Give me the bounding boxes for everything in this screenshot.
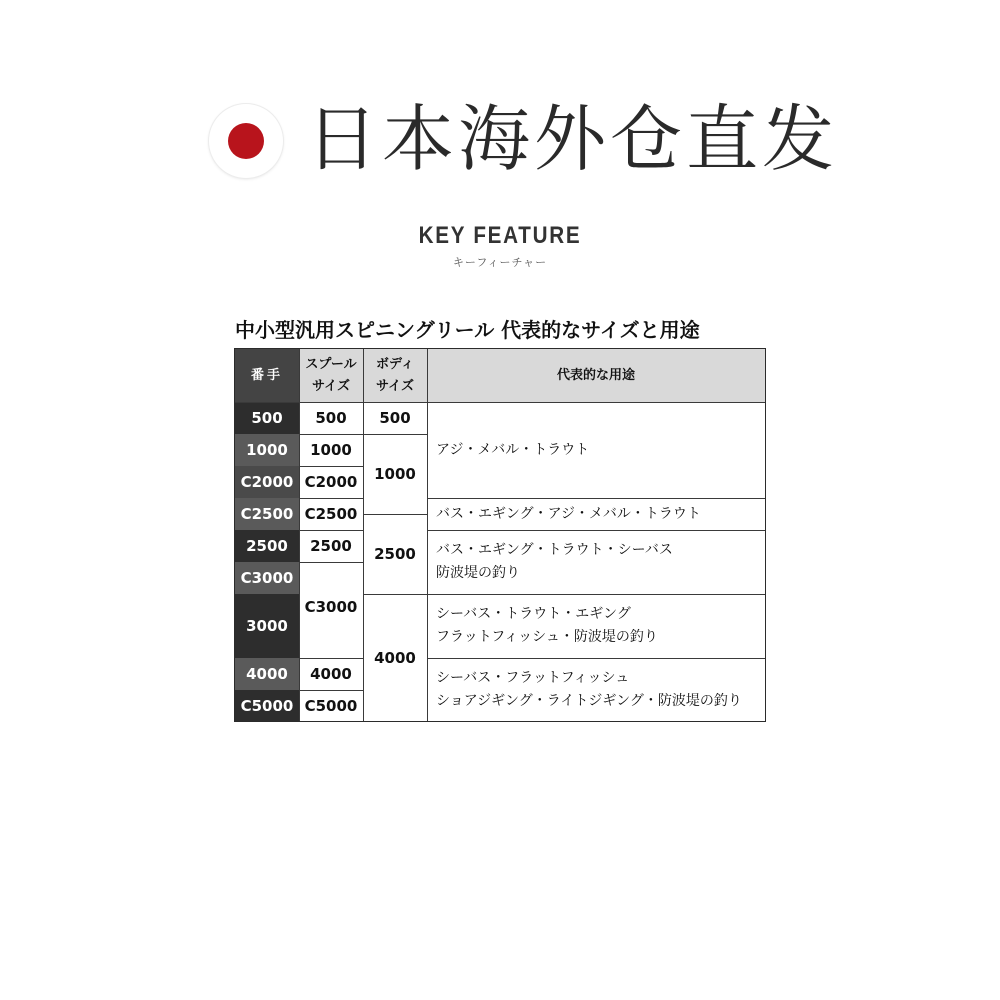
body-cell: 1000 (374, 465, 416, 483)
row-divider (299, 562, 363, 563)
header-body-line2: サイズ (376, 378, 414, 394)
body-cell: 4000 (374, 648, 416, 667)
row-divider (427, 594, 765, 595)
header-divider (235, 402, 765, 403)
number-cell: 4000 (235, 658, 299, 690)
japan-flag-icon (209, 104, 283, 178)
column-divider (363, 349, 364, 721)
header-spool-line1: スプール (305, 356, 357, 372)
usage-line: シーバス・トラウト・エギング (436, 606, 631, 622)
spool-cell: 1000 (310, 441, 352, 459)
row-divider (427, 498, 765, 499)
usage-line: バス・エギング・トラウト・シーバス (436, 542, 673, 558)
column-divider (299, 349, 300, 721)
row-divider (299, 690, 363, 691)
row-divider (363, 514, 427, 515)
key-feature-title: KEY FEATURE (418, 222, 582, 249)
spool-cell: C2000 (304, 473, 358, 491)
usage-cell (427, 530, 765, 594)
usage-line: アジ・メバル・トラウト (436, 441, 590, 458)
number-cell: C2000 (235, 466, 299, 498)
usage-line: シーバス・フラットフィッシュ (436, 669, 630, 686)
key-feature-subtitle: キーフィーチャー (452, 256, 548, 269)
usage-line: フラットフィッシュ・防波堤の釣り (436, 629, 658, 645)
row-divider (299, 498, 363, 499)
size-usage-table (234, 348, 766, 722)
header-spool-size (299, 349, 363, 402)
number-cell: C2500 (235, 498, 299, 530)
spool-cell: C5000 (304, 696, 358, 715)
table-title: 中小型汎用スピニングリール 代表的なサイズと用途 (235, 318, 700, 342)
header-usage: 代表的な用途 (427, 349, 765, 402)
row-divider (299, 434, 363, 435)
body-cell: 2500 (374, 545, 416, 563)
red-sun-icon (228, 123, 264, 159)
number-cell: 3000 (235, 594, 299, 658)
number-cell: C3000 (235, 562, 299, 594)
spool-cell: C3000 (304, 598, 358, 616)
number-cell: 1000 (235, 434, 299, 466)
row-divider (299, 658, 363, 659)
row-divider (299, 530, 363, 531)
header-number: 番手 (235, 349, 299, 402)
header-body-line1: ボディ (376, 356, 414, 372)
banner (0, 0, 1000, 190)
row-divider (299, 466, 363, 467)
row-divider (427, 658, 765, 659)
row-divider (363, 594, 427, 595)
spool-cell: C2500 (304, 505, 358, 523)
spool-cell: 2500 (310, 537, 352, 555)
usage-cell (427, 658, 765, 721)
body-cell: 500 (379, 409, 411, 427)
banner-title: 日本海外仓直发 (306, 97, 839, 181)
usage-line: バス・エギング・アジ・メバル・トラウト (436, 505, 701, 522)
usage-cell (427, 498, 765, 530)
number-cell: C5000 (235, 690, 299, 721)
number-cell: 500 (235, 402, 299, 434)
usage-line: 防波堤の釣り (436, 565, 520, 581)
usage-line: ショアジギング・ライトジギング・防波堤の釣り (436, 692, 742, 709)
number-cell: 2500 (235, 530, 299, 562)
header-body-size (363, 349, 427, 402)
usage-cell (427, 402, 765, 498)
spool-cell: 4000 (310, 665, 352, 683)
header-spool-line2: サイズ (312, 378, 350, 394)
column-divider (427, 349, 428, 721)
row-divider (363, 434, 427, 435)
spool-cell: 500 (315, 409, 347, 427)
usage-cell (427, 594, 765, 658)
row-divider (427, 530, 765, 531)
